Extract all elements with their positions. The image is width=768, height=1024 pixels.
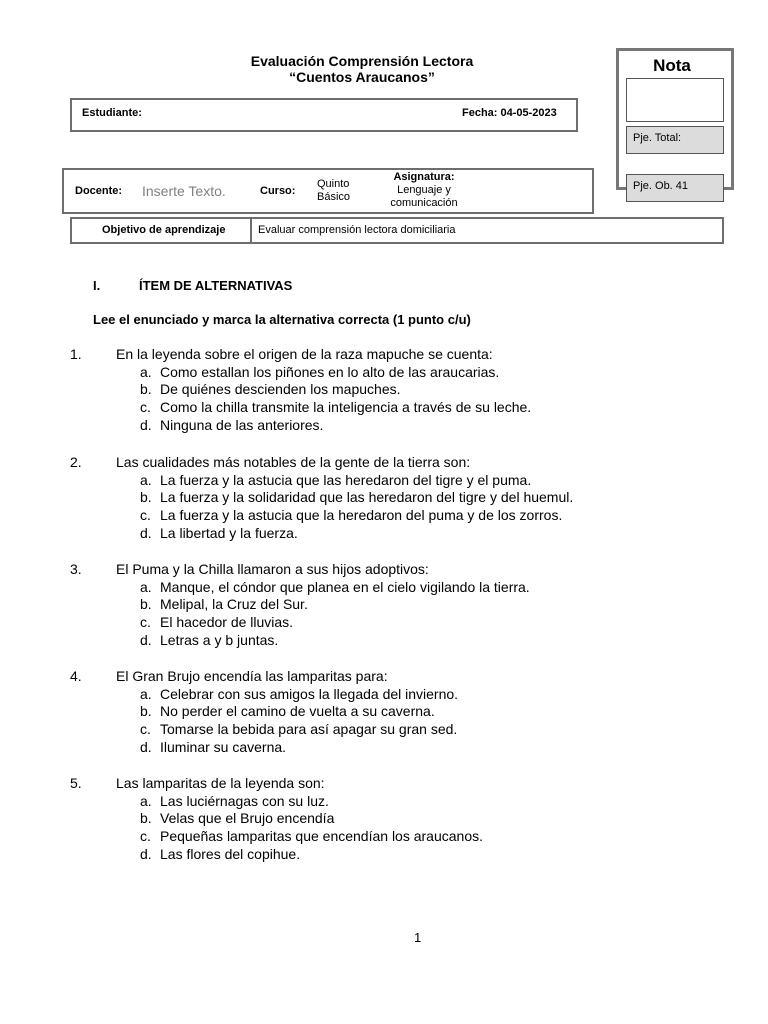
teacher-row	[62, 168, 594, 214]
answer-option[interactable]	[140, 506, 700, 524]
answer-option[interactable]	[140, 488, 700, 506]
title-line-2: “Cuentos Araucanos”	[289, 69, 435, 85]
option-letter: b.	[140, 703, 152, 720]
answer-option[interactable]	[140, 809, 700, 827]
option-text: La fuerza y la astucia que las heredaron del tigre y el puma.	[160, 471, 532, 488]
subject-block	[364, 171, 484, 210]
option-text: Como estallan los piñones en lo alto de las araucarias.	[160, 363, 500, 380]
option-letter: d.	[140, 738, 152, 755]
option-letter: b.	[140, 381, 152, 398]
option-letter: d.	[140, 631, 152, 648]
option-letter: c.	[140, 507, 151, 524]
option-letter: a.	[140, 363, 152, 380]
option-text: La fuerza y la astucia que la heredaron del puma y de los zorros.	[160, 507, 563, 524]
answer-option[interactable]	[140, 720, 700, 738]
option-letter: a.	[140, 792, 152, 809]
course-value	[317, 178, 350, 204]
option-text: Ninguna de las anteriores.	[160, 416, 324, 433]
option-letter: b.	[140, 489, 152, 506]
nota-label: Nota	[653, 56, 691, 75]
question-number: 1.	[70, 346, 82, 362]
answer-option[interactable]	[140, 578, 700, 596]
question-number: 5.	[70, 775, 82, 791]
answer-option[interactable]	[140, 685, 700, 703]
section-title: ÍTEM DE ALTERNATIVAS	[139, 278, 293, 293]
option-text: La libertad y la fuerza.	[160, 524, 298, 541]
objective-row	[70, 217, 724, 244]
question-text: El Gran Brujo encendía las lamparitas para:	[116, 668, 388, 684]
option-text: La fuerza y la solidaridad que las heredaron del tigre y del huemul.	[160, 489, 574, 506]
title-line-1: Evaluación Comprensión Lectora	[250, 53, 474, 69]
answer-option[interactable]	[140, 363, 700, 381]
question-number: 4.	[70, 668, 82, 684]
answer-option[interactable]	[140, 471, 700, 489]
option-letter: d.	[140, 524, 152, 541]
answer-option[interactable]	[140, 702, 700, 720]
answer-option[interactable]	[140, 380, 700, 398]
course-line-2: Básico	[317, 191, 351, 203]
option-text: Como la chilla transmite la inteligencia a través de su leche.	[160, 399, 532, 416]
answer-option[interactable]	[140, 524, 700, 542]
question-text: En la leyenda sobre el origen de la raza mapuche se cuenta:	[116, 346, 493, 362]
option-letter: c.	[140, 828, 151, 845]
option-letter: c.	[140, 614, 151, 631]
answer-option[interactable]	[140, 416, 700, 434]
option-text: Tomarse la bebida para así apagar su gran sed.	[160, 721, 458, 738]
option-text: Letras a y b juntas.	[160, 631, 279, 648]
question-text: Las lamparitas de la leyenda son:	[116, 775, 325, 791]
option-text: Pequeñas lamparitas que encendían los araucanos.	[160, 828, 483, 845]
option-letter: c.	[140, 721, 151, 738]
teacher-label: Docente:	[75, 185, 123, 197]
objective-value: Evaluar comprensión lectora domiciliaria	[258, 224, 456, 236]
option-text: Manque, el cóndor que planea en el cielo vigilando la tierra.	[160, 578, 530, 595]
section-instruction: Lee el enunciado y marca la alternativa correcta (1 punto c/u)	[93, 312, 471, 327]
option-text: Celebrar con sus amigos la llegada del invierno.	[160, 685, 459, 702]
answer-option[interactable]	[140, 792, 700, 810]
answer-option[interactable]	[140, 613, 700, 631]
answer-option[interactable]	[140, 845, 700, 863]
question-number: 3.	[70, 561, 82, 577]
student-row	[70, 98, 578, 132]
course-line-1: Quinto	[317, 178, 350, 190]
question-text: El Puma y la Chilla llamaron a sus hijos adoptivos:	[116, 561, 429, 577]
answer-option[interactable]	[140, 595, 700, 613]
answer-option[interactable]	[140, 738, 700, 756]
course-label: Curso:	[260, 185, 296, 197]
option-letter: a.	[140, 578, 152, 595]
option-text: Las luciérnagas con su luz.	[160, 792, 329, 809]
student-label: Estudiante:	[82, 107, 142, 119]
date-label: Fecha: 04-05-2023	[462, 107, 557, 119]
objective-label: Objetivo de aprendizaje	[102, 224, 226, 236]
option-letter: d.	[140, 845, 152, 862]
total-score-box[interactable]: Pje. Total:	[626, 126, 724, 154]
option-letter: a.	[140, 685, 152, 702]
option-letter: d.	[140, 416, 152, 433]
subject-label: Asignatura:	[393, 171, 455, 183]
answer-option[interactable]	[140, 827, 700, 845]
option-text: El hacedor de lluvias.	[160, 614, 294, 631]
option-letter: c.	[140, 399, 151, 416]
nota-input-box[interactable]	[626, 78, 724, 122]
option-text: No perder el camino de vuelta a su caverna.	[160, 703, 435, 720]
obtained-score-box[interactable]: Pje. Ob. 41	[626, 174, 724, 202]
option-letter: b.	[140, 810, 152, 827]
option-letter: b.	[140, 596, 152, 613]
option-text: Velas que el Brujo encendía	[160, 810, 335, 827]
option-text: Iluminar su caverna.	[160, 738, 287, 755]
option-letter: a.	[140, 471, 152, 488]
answer-option[interactable]	[140, 631, 700, 649]
subject-line-2: comunicación	[390, 197, 458, 209]
question-text: Las cualidades más notables de la gente de la tierra son:	[116, 454, 471, 470]
option-text: Las flores del copihue.	[160, 845, 301, 862]
document-title	[200, 53, 524, 85]
question-number: 2.	[70, 454, 82, 470]
option-text: Melipal, la Cruz del Sur.	[160, 596, 308, 613]
section-number: I.	[93, 278, 101, 293]
answer-option[interactable]	[140, 398, 700, 416]
objective-divider	[250, 219, 252, 242]
page-number: 1	[414, 930, 422, 945]
subject-line-1: Lenguaje y	[397, 184, 451, 196]
option-text: De quiénes descienden los mapuches.	[160, 381, 401, 398]
teacher-input[interactable]: Inserte Texto.	[142, 183, 226, 199]
